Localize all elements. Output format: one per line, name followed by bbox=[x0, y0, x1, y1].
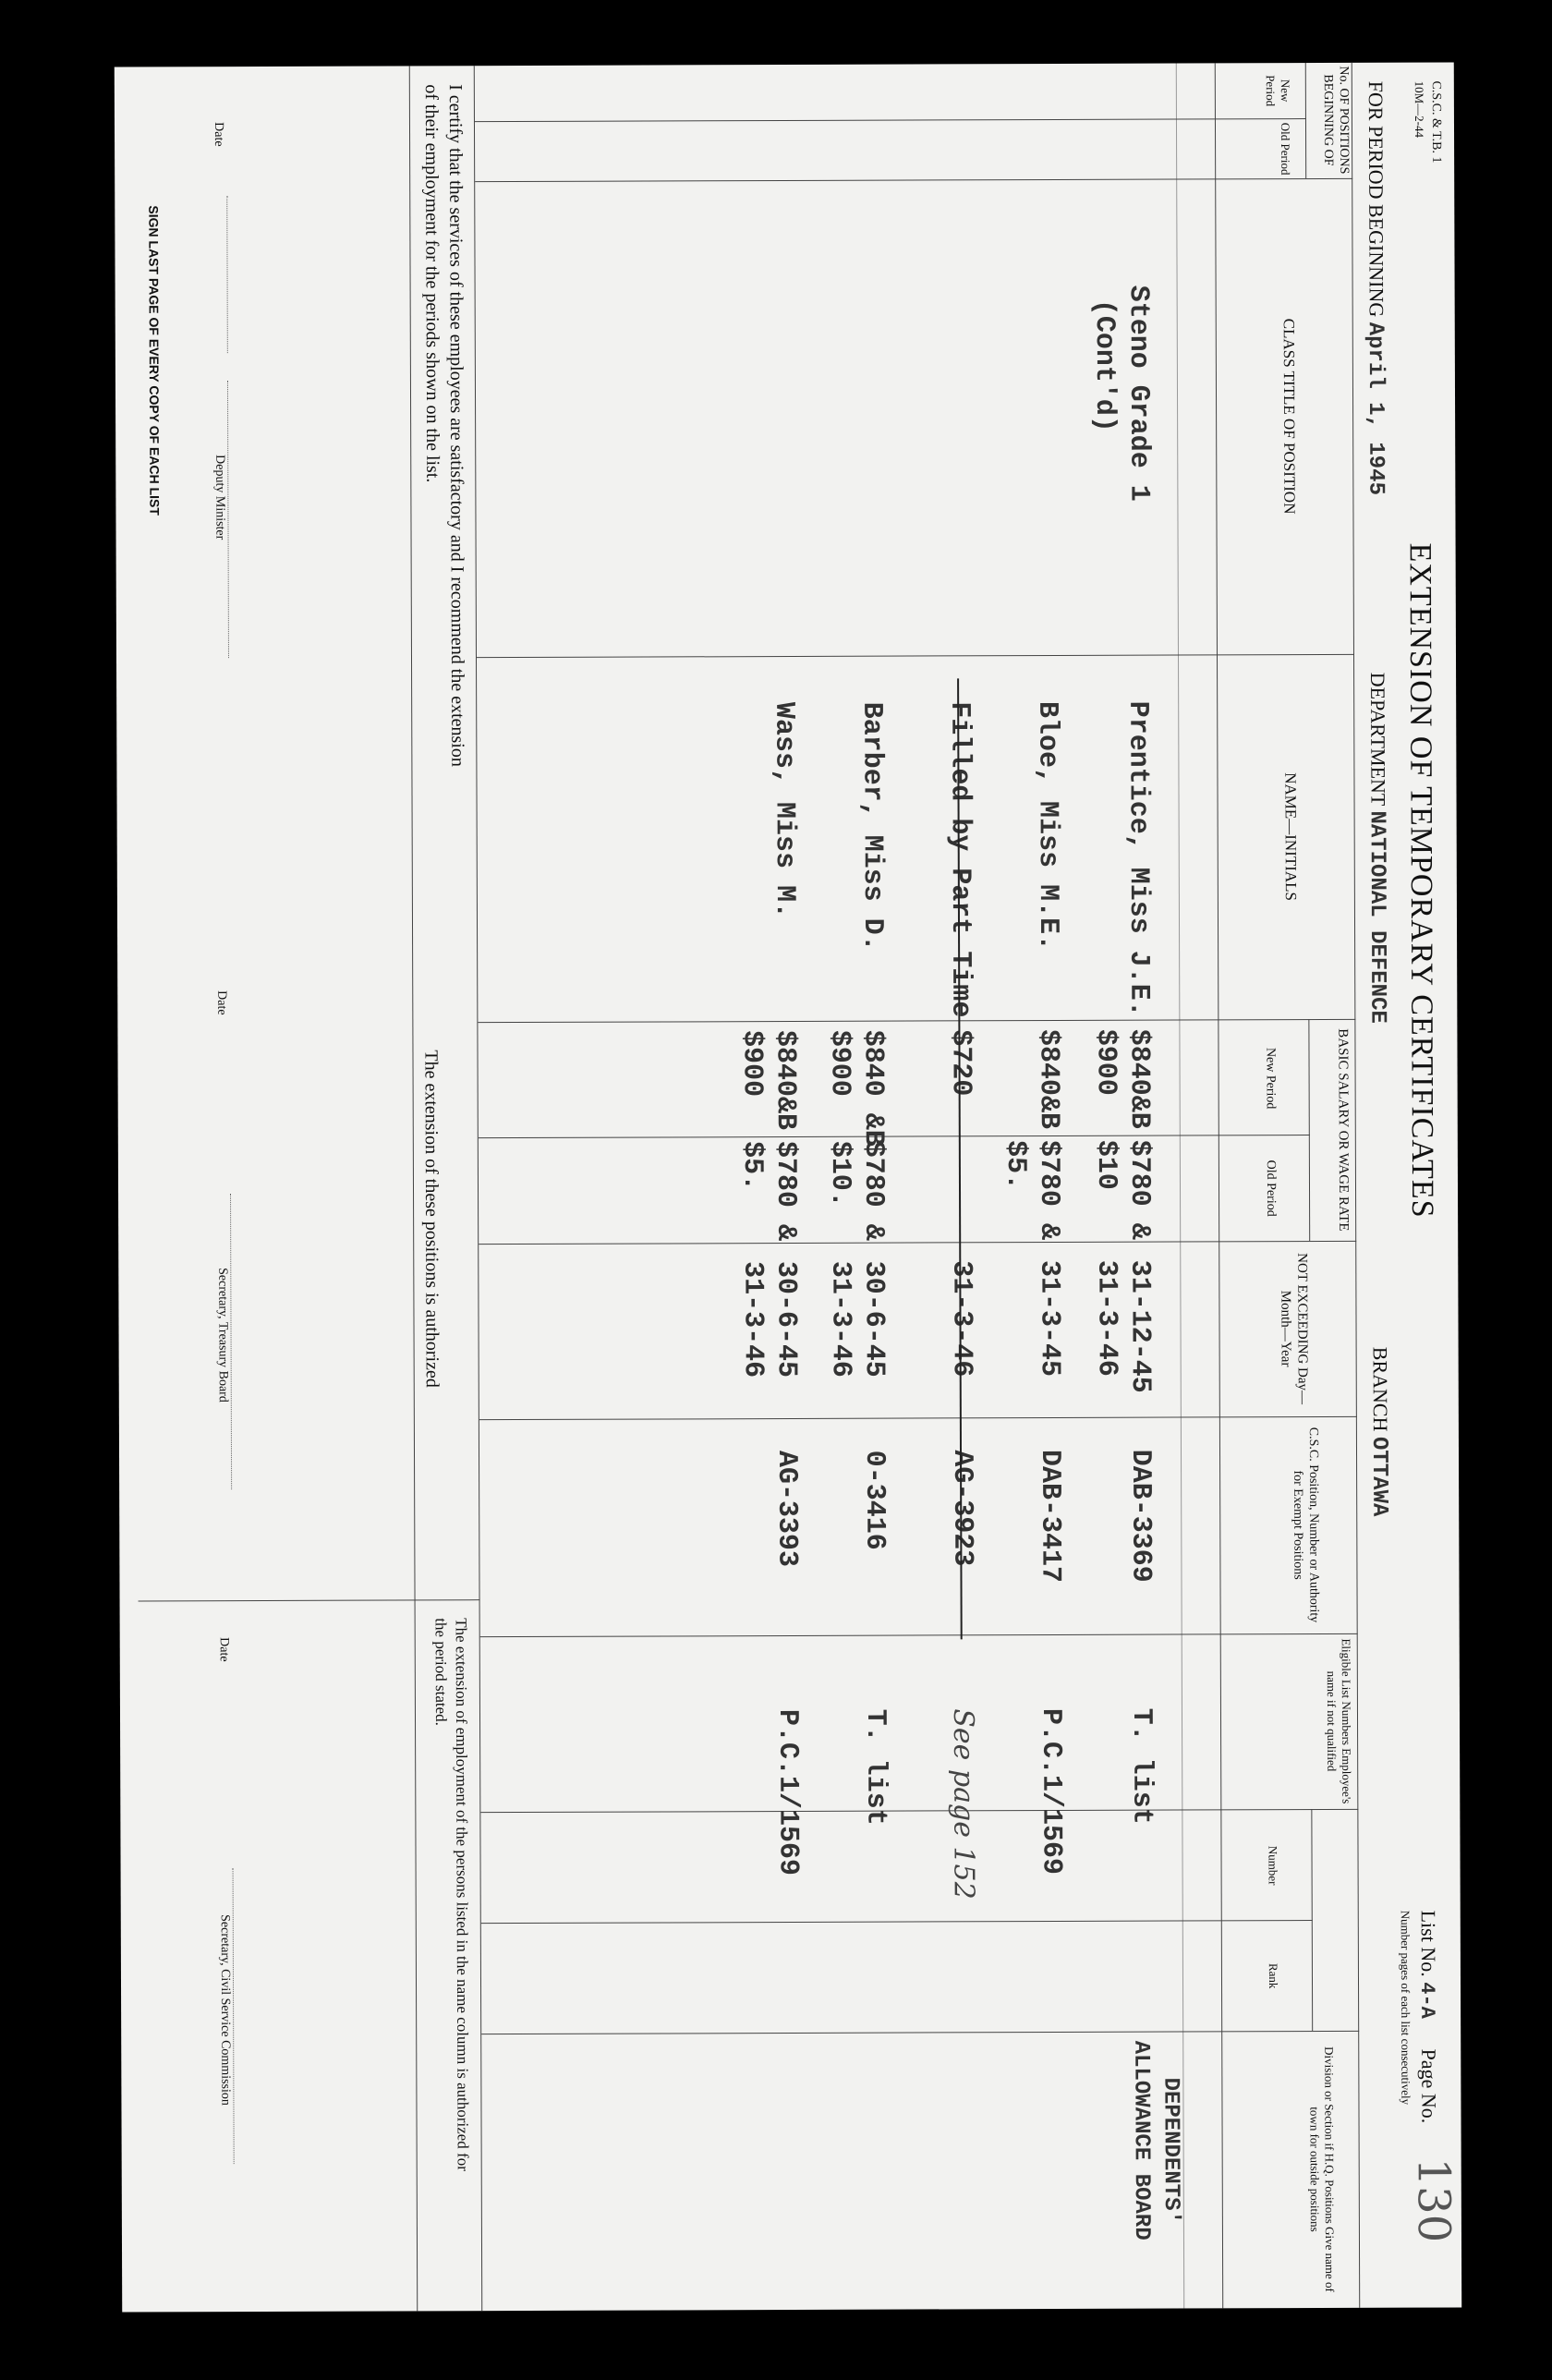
footer-divider bbox=[139, 1599, 480, 1601]
old-salary: $10. bbox=[823, 1140, 856, 1208]
csc-position-number: 0-3416 bbox=[857, 1450, 891, 1550]
col-divider bbox=[479, 1416, 1357, 1420]
new-salary: $840 &B bbox=[856, 1029, 889, 1147]
name-header: NAME—INITIALS bbox=[1281, 772, 1300, 902]
sign-note: SIGN LAST PAGE OF EVERY COPY OF EACH LIST bbox=[146, 205, 163, 516]
header-top-rule bbox=[1352, 63, 1360, 2308]
period-label: FOR PERIOD BEGINNING bbox=[1364, 80, 1388, 318]
salary-header: BASIC SALARY OR WAGE RATE bbox=[1335, 1028, 1352, 1232]
division-header: Division or Section if H.Q. Positions Give name of town for outside positions bbox=[1307, 2046, 1338, 2292]
new-salary: $900 bbox=[823, 1029, 855, 1097]
not-exceeding-date: 30-6-45 bbox=[770, 1260, 802, 1378]
old-salary: $5. bbox=[999, 1140, 1032, 1191]
list-value: 4-A bbox=[1415, 1982, 1439, 2019]
department-label: DEPARTMENT bbox=[1366, 672, 1390, 806]
old-salary: $780 & bbox=[769, 1140, 802, 1242]
deputy-line bbox=[227, 381, 229, 658]
class-title-line-1: Steno Grade 1 bbox=[1122, 285, 1155, 502]
not-exceeding-date: 31-3-46 bbox=[1090, 1259, 1122, 1377]
eligible-list: T. list bbox=[1124, 1707, 1158, 1825]
period-line bbox=[1362, 81, 1389, 495]
page-label: Page No. bbox=[1417, 2048, 1441, 2124]
col-divider bbox=[481, 2031, 1359, 2034]
employee-name: Filled by Part Time bbox=[943, 701, 976, 1018]
list-number bbox=[1415, 1911, 1440, 2019]
csc-header: C.S.C. Position, Number or Authority for Exempt Positions bbox=[1291, 1427, 1321, 1623]
body-rule bbox=[1176, 64, 1184, 2309]
new-salary: $900 bbox=[735, 1030, 768, 1098]
footer-rule bbox=[474, 66, 482, 2311]
col-divider bbox=[478, 1019, 1355, 1023]
branch-value: OTTAWA bbox=[1365, 1436, 1392, 1517]
eligible-rank-header: Rank bbox=[1266, 1962, 1281, 1989]
csc-line bbox=[233, 1868, 235, 2164]
col-divider bbox=[475, 178, 1352, 182]
class-title-header: CLASS TITLE OF POSITION bbox=[1279, 318, 1299, 515]
col-divider bbox=[480, 1809, 1358, 1813]
col-divider bbox=[479, 1135, 1310, 1138]
employee-name: Bloe, Miss M.E. bbox=[1031, 700, 1064, 952]
employee-name: Prentice, Miss J.E. bbox=[1122, 700, 1155, 1017]
salary-old-header: Old Period bbox=[1263, 1160, 1279, 1217]
class-title-line-2: (Cont'd) bbox=[1087, 298, 1121, 432]
col-divider bbox=[475, 118, 1306, 122]
not-exceeding-date: 31-3-45 bbox=[1033, 1259, 1065, 1378]
branch-label: BRANCH bbox=[1368, 1346, 1392, 1432]
form-code: C.S.C. & T.B. 1 bbox=[1428, 80, 1444, 164]
not-exceeding-header: NOT EXCEEDING Day—Month—Year bbox=[1278, 1253, 1310, 1405]
col-divider bbox=[477, 654, 1354, 658]
csc-position-number: AG-3393 bbox=[770, 1450, 803, 1568]
new-salary: $720 bbox=[944, 1029, 976, 1097]
department-line bbox=[1364, 673, 1390, 1024]
salary-new-header: New Period bbox=[1263, 1047, 1278, 1110]
employee-name: Wass, Miss M. bbox=[768, 701, 800, 919]
csc-secretary-label: Secretary, Civil Service Commission bbox=[217, 1914, 233, 2106]
not-exceeding-date: 31-3-46 bbox=[945, 1260, 977, 1378]
division-line-1: DEPENDENTS' bbox=[1158, 2077, 1183, 2225]
eligible-list: P.C.1/1569 bbox=[770, 1708, 804, 1876]
date-line bbox=[226, 196, 228, 353]
not-exceeding-date: 31-3-46 bbox=[736, 1261, 769, 1378]
eligible-list: See page 152 bbox=[946, 1708, 980, 1900]
csc-position-number: DAB-3417 bbox=[1033, 1449, 1066, 1584]
page-number: 130 bbox=[1407, 2157, 1460, 2243]
salary-sub-rule bbox=[1308, 1019, 1310, 1241]
positions-header: No. OF POSITIONS BEGINNING OF bbox=[1321, 66, 1352, 175]
certify-date-label: Date bbox=[211, 122, 226, 147]
treasury-label: Secretary, Treasury Board bbox=[215, 1268, 230, 1402]
new-salary: $840&B bbox=[1032, 1028, 1064, 1130]
positions-sub-rule bbox=[1305, 63, 1306, 178]
certify-text: I certify that the services of these employees are satisfactory and I recommend the extension of their employment for the periods shown on the list. bbox=[420, 84, 468, 767]
rotated-form bbox=[115, 62, 1461, 2312]
employee-name: Barber, Miss D. bbox=[855, 701, 889, 952]
old-salary: $780 & bbox=[1122, 1139, 1156, 1240]
branch-line bbox=[1366, 1347, 1393, 1517]
header-bottom-rule bbox=[1215, 63, 1223, 2308]
pages-note: Number pages of each list consecutively bbox=[1398, 1910, 1413, 2106]
not-exceeding-date: 31-3-46 bbox=[824, 1260, 856, 1378]
csc-position-number: DAB-3369 bbox=[1123, 1449, 1157, 1583]
new-salary: $840&B bbox=[1122, 1028, 1155, 1129]
col-divider bbox=[480, 1633, 1358, 1637]
eligible-list: P.C.1/1569 bbox=[1034, 1707, 1067, 1876]
col-divider bbox=[479, 1241, 1356, 1245]
department-value: NATIONAL DEFENCE bbox=[1364, 810, 1390, 1024]
not-exceeding-date: 30-6-45 bbox=[857, 1260, 890, 1378]
old-salary: $10 bbox=[1089, 1139, 1122, 1190]
form-title: EXTENSION OF TEMPORARY CERTIFICATES bbox=[1402, 542, 1440, 1219]
old-salary: $780 & bbox=[1032, 1139, 1065, 1241]
csc-position-number: AG-3923 bbox=[945, 1450, 978, 1567]
form-stock: 10M—2-44 bbox=[1412, 80, 1427, 139]
not-exceeding-date: 31-12-45 bbox=[1123, 1259, 1156, 1393]
deputy-label: Deputy Minister bbox=[212, 455, 227, 540]
csc-date-label: Date bbox=[216, 1637, 231, 1662]
list-label: List No. bbox=[1416, 1910, 1440, 1977]
authorized-date-label: Date bbox=[214, 990, 229, 1015]
new-salary: $900 bbox=[1089, 1028, 1122, 1096]
footer-rule-2 bbox=[409, 66, 418, 2311]
division-line-2: ALLOWANCE BOARD bbox=[1128, 2040, 1154, 2240]
positions-old-header: Old Period bbox=[1278, 122, 1293, 176]
old-salary: $5. bbox=[735, 1141, 769, 1192]
authorized-text: The extension of these positions is authorized bbox=[420, 1050, 443, 1388]
new-salary: $840&B bbox=[769, 1029, 801, 1131]
treasury-line bbox=[230, 1194, 232, 1489]
eligible-list: T. list bbox=[858, 1708, 891, 1826]
extension-names-text: The extension of employment of the persons listed in the name column is authorized for the period stated. bbox=[431, 1618, 472, 2171]
eligible-header: Eligible List Numbers Employee's name if not qualified bbox=[1325, 1638, 1354, 1804]
period-value: April 1, 1945 bbox=[1362, 322, 1388, 496]
old-salary: $780 & bbox=[856, 1140, 890, 1241]
eligible-number-header: Number bbox=[1266, 1845, 1280, 1886]
col-divider bbox=[481, 1920, 1313, 1924]
form-sheet bbox=[115, 62, 1461, 2312]
positions-new-header: New Period bbox=[1264, 75, 1292, 107]
